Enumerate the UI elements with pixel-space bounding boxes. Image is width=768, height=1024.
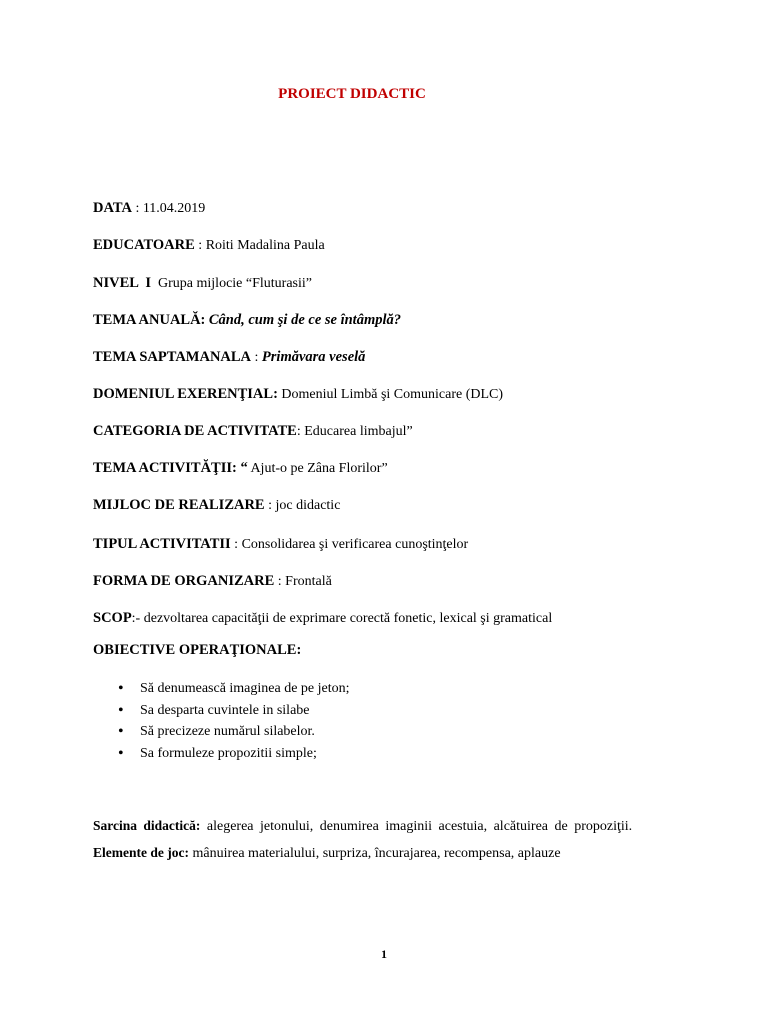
field-separator: : [264,498,276,513]
field-label: TEMA ACTIVITĂŢII: “ [93,460,248,476]
field-label: CATEGORIA DE ACTIVITATE [93,423,297,439]
list-item: • Sa formuleze propozitii simple; [118,743,350,765]
field-separator: : [131,201,143,216]
field-tipul [93,536,468,553]
field-separator [151,276,158,291]
field-label: MIJLOC DE REALIZARE [93,497,265,513]
section-heading: OBIECTIVE OPERAŢIONALE: [93,642,302,658]
field-value: Primăvara veselă [261,349,366,365]
field-label: DATA [93,200,132,216]
field-label: SCOP [93,610,132,626]
field-domeniul [93,386,503,403]
field-label: TEMA SAPTAMANALA [93,349,252,365]
field-separator: : [251,350,262,365]
list-item: • Sa desparta cuvintele in silabe [118,700,350,722]
field-forma [93,573,332,590]
field-value: 11.04.2019 [142,201,206,216]
field-separator: : [296,424,305,439]
field-separator: :- [131,611,144,626]
field-label: TIPUL ACTIVITATII [93,536,231,552]
field-value: dezvoltarea capacităţii de exprimare corectă fonetic, lexical şi gramatical [143,611,553,626]
list-item: • Să denumească imaginea de pe jeton; [118,678,350,700]
field-value: Domeniul Limbă şi Comunicare (DLC) [281,387,504,402]
field-value: Ajut-o pe Zâna Florilor” [250,461,388,476]
page-title: PROIECT DIDACTIC [278,86,426,102]
field-separator: : [194,238,206,253]
field-scop [93,610,552,627]
sarcina-label: Sarcina didactică: [93,818,201,833]
sarcina-value: alegerea jetonului, denumirea imaginii acestuia, alcătuirea de propoziţii. [206,819,633,834]
field-separator: : [274,574,286,589]
field-value: joc didactic [275,498,341,513]
objectives-heading [93,642,301,659]
field-label: TEMA ANUALĂ: [93,312,206,328]
field-categoria [93,423,413,440]
field-value: Frontală [285,574,332,589]
field-tema-saptamanala [93,349,365,366]
field-separator: : [230,537,242,552]
list-item: • Să precizeze numărul silabelor. [118,721,350,743]
elemente-label: Elemente de joc: [93,845,189,860]
field-value: Educarea limbajul” [304,424,413,439]
objectives-list [118,678,350,764]
field-value: Grupa mijlocie “Fluturasii” [158,276,312,291]
field-value: Roiti Madalina Paula [205,238,325,253]
field-mijloc [93,497,340,514]
elemente-value: mânuirea materialului, surpriza, încurajarea, recompensa, aplauze [192,846,561,861]
field-label: NIVEL I [93,275,152,291]
field-label: EDUCATOARE [93,237,195,253]
field-tema-activitatii [93,460,388,477]
field-tema-anuala [93,312,401,329]
field-data [93,200,205,217]
field-value: Consolidarea şi verificarea cunoştinţelor [241,537,469,552]
field-educatoare [93,237,325,254]
field-nivel [93,275,312,292]
elemente-de-joc [93,845,561,862]
field-label: DOMENIUL EXERENŢIAL: [93,386,278,402]
field-label: FORMA DE ORGANIZARE [93,573,275,589]
sarcina-didactica [93,818,632,835]
field-value: Când, cum şi de ce se întâmplă? [208,312,402,328]
page-number: 1 [381,947,387,961]
